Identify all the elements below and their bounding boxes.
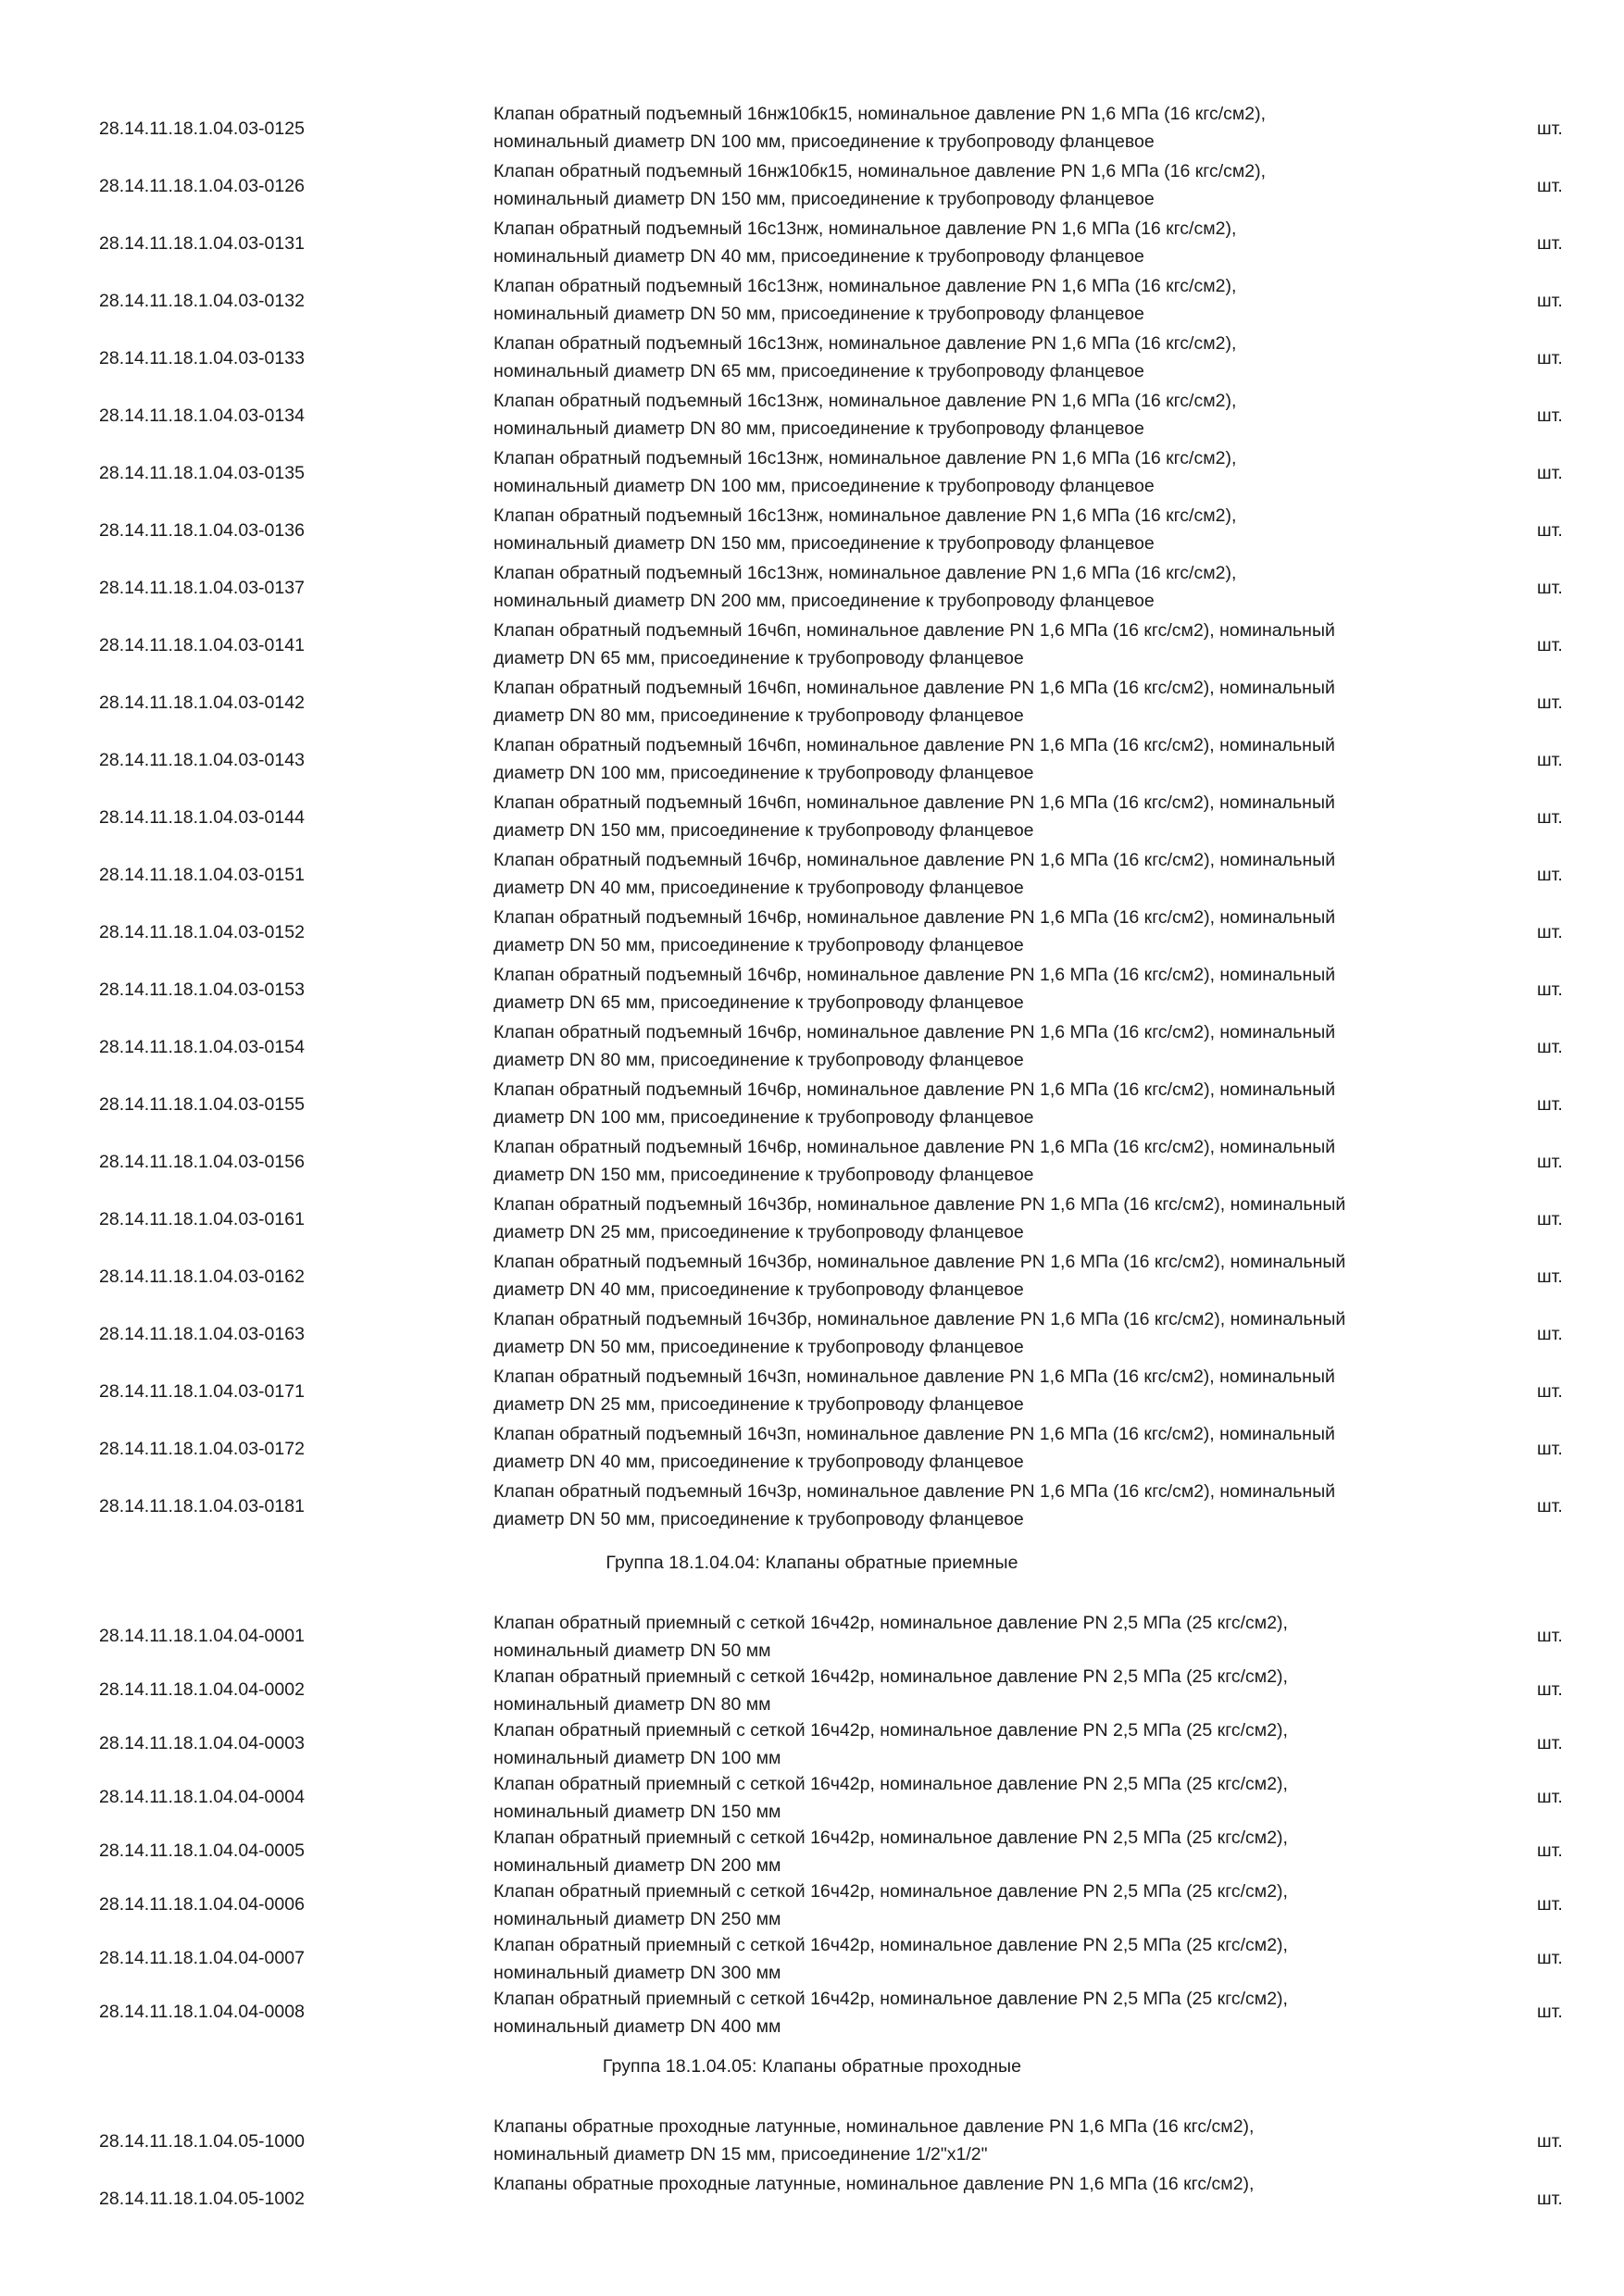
resource-code: 28.14.11.18.1.04.03-0154: [99, 1037, 305, 1057]
resource-name-line-1: Клапан обратный подъемный 16с13нж, номинальное давление PN 1,6 МПа (16 кгс/см2),: [493, 333, 1237, 354]
resource-name-line-2: диаметр DN 40 мм, присоединение к трубопроводу фланцевое: [493, 1452, 1024, 1472]
resource-name-line-1: Клапаны обратные проходные латунные, номинальное давление PN 1,6 МПа (16 кгс/см2),: [493, 2174, 1255, 2194]
resource-name: [493, 1248, 1493, 1304]
unit-of-measure: шт.: [1537, 463, 1563, 483]
resource-name-line-1: Клапан обратный подъемный 16ч6р, номинальное давление PN 1,6 МПа (16 кгс/см2), номинальный: [493, 1079, 1336, 1100]
resource-code: 28.14.11.18.1.04.03-0144: [99, 807, 305, 828]
unit-of-measure: шт.: [1537, 1324, 1563, 1344]
resource-name: [493, 100, 1493, 156]
resource-name-line-1: Клапан обратный подъемный 16ч3п, номинальное давление PN 1,6 МПа (16 кгс/см2), номинальный: [493, 1366, 1335, 1387]
resource-name: [493, 2113, 1493, 2168]
unit-of-measure: шт.: [1537, 2131, 1563, 2152]
resource-code: 28.14.11.18.1.04.03-0142: [99, 693, 305, 713]
unit-of-measure: шт.: [1537, 176, 1563, 196]
table-row: [0, 1018, 1624, 1076]
resource-name: [493, 330, 1493, 385]
resource-name-line-1: Клапан обратный приемный с сеткой 16ч42р, номинальное давление PN 2,5 МПа (25 кгс/см2),: [493, 1666, 1288, 1687]
table-row: [0, 1478, 1624, 1535]
resource-name-line-2: номинальный диаметр DN 100 мм, присоединение к трубопроводу фланцевое: [493, 476, 1155, 496]
unit-of-measure: шт.: [1537, 1841, 1563, 1861]
resource-name: [493, 731, 1493, 787]
resource-name-line-1: Клапан обратный подъемный 16с13нж, номинальное давление PN 1,6 МПа (16 кгс/см2),: [493, 218, 1237, 239]
resource-name: [493, 961, 1493, 1017]
resource-code: 28.14.11.18.1.04.03-0151: [99, 865, 305, 885]
resource-code: 28.14.11.18.1.04.03-0134: [99, 406, 305, 426]
resource-name-line-2: диаметр DN 65 мм, присоединение к трубопроводу фланцевое: [493, 992, 1024, 1013]
resource-name: [493, 1609, 1493, 1665]
resource-name-line-2: диаметр DN 25 мм, присоединение к трубопроводу фланцевое: [493, 1394, 1024, 1415]
resource-name-line-1: Клапан обратный подъемный 16с13нж, номинальное давление PN 1,6 МПа (16 кгс/см2),: [493, 505, 1237, 526]
section-2: [0, 2039, 1624, 2227]
resource-name: [493, 1133, 1493, 1189]
resource-name-line-2: номинальный диаметр DN 80 мм: [493, 1694, 771, 1715]
table-row: [0, 1716, 1624, 1770]
resource-name-line-1: Клапан обратный подъемный 16ч3бр, номинальное давление PN 1,6 МПа (16 кгс/см2), номинальный: [493, 1252, 1346, 1272]
section-1: [0, 1535, 1624, 2039]
resource-name-line-2: диаметр DN 50 мм, присоединение к трубопроводу фланцевое: [493, 935, 1024, 955]
resource-name-line-1: Клапан обратный приемный с сеткой 16ч42р, номинальное давление PN 2,5 МПа (25 кгс/см2),: [493, 1935, 1288, 1955]
group-header: [0, 1535, 1624, 1609]
resource-code: 28.14.11.18.1.04.04-0007: [99, 1948, 305, 1968]
resource-name-line-1: Клапан обратный подъемный 16с13нж, номинальное давление PN 1,6 МПа (16 кгс/см2),: [493, 276, 1237, 296]
table-row: [0, 272, 1624, 330]
group-header-title: Группа 18.1.04.05: Клапаны обратные проходные: [602, 2056, 1022, 2077]
resource-name-line-1: Клапан обратный подъемный 16ч6р, номинальное давление PN 1,6 МПа (16 кгс/см2), номинальный: [493, 1022, 1336, 1042]
table-row: [0, 444, 1624, 502]
resource-name: [493, 1931, 1493, 1987]
resource-name-line-2: диаметр DN 40 мм, присоединение к трубопроводу фланцевое: [493, 1279, 1024, 1300]
resource-name-line-1: Клапан обратный подъемный 16ч3бр, номинальное давление PN 1,6 МПа (16 кгс/см2), номинальный: [493, 1194, 1346, 1215]
unit-of-measure: шт.: [1537, 1496, 1563, 1516]
resource-name-line-2: номинальный диаметр DN 200 мм, присоединение к трубопроводу фланцевое: [493, 591, 1155, 611]
unit-of-measure: шт.: [1537, 1787, 1563, 1807]
resource-code: 28.14.11.18.1.04.04-0008: [99, 2002, 305, 2022]
resource-code: 28.14.11.18.1.04.03-0126: [99, 176, 305, 196]
unit-of-measure: шт.: [1537, 1733, 1563, 1753]
document-page: [0, 100, 1624, 2227]
resource-name-line-2: [493, 2198, 1493, 2226]
unit-of-measure: шт.: [1537, 520, 1563, 541]
resource-name-line-1: Клапан обратный подъемный 16ч3бр, номинальное давление PN 1,6 МПа (16 кгс/см2), номинальный: [493, 1309, 1346, 1329]
table-row: [0, 1609, 1624, 1663]
unit-of-measure: шт.: [1537, 1381, 1563, 1402]
resource-name-line-1: Клапаны обратные проходные латунные, номинальное давление PN 1,6 МПа (16 кгс/см2),: [493, 2116, 1255, 2137]
resource-name: [493, 1191, 1493, 1246]
table-row: [0, 617, 1624, 674]
table-row: [0, 961, 1624, 1018]
resource-name-line-2: номинальный диаметр DN 50 мм, присоединение к трубопроводу фланцевое: [493, 304, 1144, 324]
table-row: [0, 2113, 1624, 2170]
table-row: [0, 387, 1624, 444]
resource-name: [493, 1878, 1493, 1933]
table-row: [0, 559, 1624, 617]
resource-code: 28.14.11.18.1.04.04-0006: [99, 1894, 305, 1915]
resource-name-line-2: диаметр DN 80 мм, присоединение к трубопроводу фланцевое: [493, 705, 1024, 726]
unit-of-measure: шт.: [1537, 119, 1563, 139]
table-row: [0, 1878, 1624, 1931]
resource-name: [493, 502, 1493, 557]
resource-code: 28.14.11.18.1.04.03-0172: [99, 1439, 305, 1459]
resource-name-line-1: Клапан обратный подъемный 16с13нж, номинальное давление PN 1,6 МПа (16 кгс/см2),: [493, 448, 1237, 468]
resource-name: [493, 1420, 1493, 1476]
resource-name: [493, 1478, 1493, 1533]
resource-name-line-2: номинальный диаметр DN 100 мм, присоединение к трубопроводу фланцевое: [493, 131, 1155, 152]
resource-name: [493, 1985, 1493, 2040]
resource-code: 28.14.11.18.1.04.03-0162: [99, 1267, 305, 1287]
resource-name-line-1: Клапан обратный подъемный 16нж10бк15, номинальное давление PN 1,6 МПа (16 кгс/см2),: [493, 161, 1267, 181]
resource-name-line-1: Клапан обратный подъемный 16ч3р, номинальное давление PN 1,6 МПа (16 кгс/см2), номинальный: [493, 1481, 1336, 1502]
resource-code: 28.14.11.18.1.04.04-0005: [99, 1841, 305, 1861]
resource-name-line-2: номинальный диаметр DN 250 мм: [493, 1909, 781, 1929]
resource-name-line-1: Клапан обратный подъемный 16ч6п, номинальное давление PN 1,6 МПа (16 кгс/см2), номинальный: [493, 620, 1335, 641]
resource-code: 28.14.11.18.1.04.03-0125: [99, 119, 305, 139]
section-0: [0, 100, 1624, 1535]
table-row: [0, 1985, 1624, 2039]
resource-name-line-2: номинальный диаметр DN 80 мм, присоединение к трубопроводу фланцевое: [493, 418, 1144, 439]
resource-code: 28.14.11.18.1.04.03-0155: [99, 1094, 305, 1115]
resource-name: [493, 272, 1493, 328]
resource-code: 28.14.11.18.1.04.03-0143: [99, 750, 305, 770]
resource-name: [493, 1018, 1493, 1074]
resource-code: 28.14.11.18.1.04.05-1002: [99, 2189, 305, 2209]
table-row: [0, 1305, 1624, 1363]
resource-name: [493, 1663, 1493, 1718]
resource-name: [493, 215, 1493, 270]
resource-name-line-1: Клапан обратный подъемный 16нж10бк15, номинальное давление PN 1,6 МПа (16 кгс/см2),: [493, 104, 1267, 124]
resource-name-line-1: Клапан обратный подъемный 16ч6р, номинальное давление PN 1,6 МПа (16 кгс/см2), номинальный: [493, 907, 1336, 928]
resource-code: 28.14.11.18.1.04.03-0135: [99, 463, 305, 483]
resource-code: 28.14.11.18.1.04.03-0141: [99, 635, 305, 655]
resource-name-line-2: номинальный диаметр DN 40 мм, присоединение к трубопроводу фланцевое: [493, 246, 1144, 267]
unit-of-measure: шт.: [1537, 1267, 1563, 1287]
table-row: [0, 1248, 1624, 1305]
resource-name-line-1: Клапан обратный приемный с сеткой 16ч42р, номинальное давление PN 2,5 МПа (25 кгс/см2),: [493, 1720, 1288, 1741]
group-header: [0, 2039, 1624, 2113]
table-row: [0, 502, 1624, 559]
resource-name-line-2: номинальный диаметр DN 65 мм, присоединение к трубопроводу фланцевое: [493, 361, 1144, 381]
unit-of-measure: шт.: [1537, 1037, 1563, 1057]
resource-name-line-2: диаметр DN 150 мм, присоединение к трубопроводу фланцевое: [493, 1165, 1034, 1185]
table-row: [0, 731, 1624, 789]
unit-of-measure: шт.: [1537, 865, 1563, 885]
unit-of-measure: шт.: [1537, 1894, 1563, 1915]
resource-code: 28.14.11.18.1.04.04-0001: [99, 1626, 305, 1646]
resource-name: [493, 846, 1493, 902]
unit-of-measure: шт.: [1537, 693, 1563, 713]
table-row: [0, 2170, 1624, 2227]
resource-code: 28.14.11.18.1.04.04-0004: [99, 1787, 305, 1807]
resource-name-line-1: Клапан обратный подъемный 16ч6п, номинальное давление PN 1,6 МПа (16 кгс/см2), номинальный: [493, 792, 1335, 813]
resource-name-line-2: номинальный диаметр DN 150 мм, присоединение к трубопроводу фланцевое: [493, 533, 1155, 554]
resource-name: [493, 1363, 1493, 1418]
resource-code: 28.14.11.18.1.04.03-0152: [99, 922, 305, 942]
resource-name-line-2: номинальный диаметр DN 15 мм, присоединение 1/2"х1/2": [493, 2144, 988, 2165]
unit-of-measure: шт.: [1537, 1626, 1563, 1646]
table-row: [0, 674, 1624, 731]
resource-name-line-2: диаметр DN 40 мм, присоединение к трубопроводу фланцевое: [493, 878, 1024, 898]
resource-name: [493, 1305, 1493, 1361]
resource-name: [493, 2170, 1493, 2226]
resource-name-line-2: диаметр DN 150 мм, присоединение к трубопроводу фланцевое: [493, 820, 1034, 841]
table-row: [0, 1420, 1624, 1478]
unit-of-measure: шт.: [1537, 1152, 1563, 1172]
resource-name: [493, 157, 1493, 213]
unit-of-measure: шт.: [1537, 980, 1563, 1000]
unit-of-measure: шт.: [1537, 2002, 1563, 2022]
table-row: [0, 1663, 1624, 1716]
table-row: [0, 789, 1624, 846]
resource-name-line-2: диаметр DN 50 мм, присоединение к трубопроводу фланцевое: [493, 1337, 1024, 1357]
resource-name-line-2: номинальный диаметр DN 50 мм: [493, 1641, 771, 1661]
table-row: [0, 1363, 1624, 1420]
resource-name-line-2: диаметр DN 50 мм, присоединение к трубопроводу фланцевое: [493, 1509, 1024, 1529]
resource-name: [493, 617, 1493, 672]
resource-name-line-2: номинальный диаметр DN 150 мм, присоединение к трубопроводу фланцевое: [493, 189, 1155, 209]
resource-code: 28.14.11.18.1.04.03-0161: [99, 1209, 305, 1229]
unit-of-measure: шт.: [1537, 2189, 1563, 2209]
resource-name: [493, 789, 1493, 844]
resource-name: [493, 444, 1493, 500]
unit-of-measure: шт.: [1537, 750, 1563, 770]
resource-code: 28.14.11.18.1.04.03-0156: [99, 1152, 305, 1172]
resource-name-line-1: Клапан обратный подъемный 16ч6р, номинальное давление PN 1,6 МПа (16 кгс/см2), номинальный: [493, 965, 1336, 985]
resource-name-line-2: диаметр DN 100 мм, присоединение к трубопроводу фланцевое: [493, 763, 1034, 783]
unit-of-measure: шт.: [1537, 1679, 1563, 1700]
resource-name: [493, 674, 1493, 730]
unit-of-measure: шт.: [1537, 1948, 1563, 1968]
resource-code: 28.14.11.18.1.04.03-0133: [99, 348, 305, 368]
table-row: [0, 1076, 1624, 1133]
unit-of-measure: шт.: [1537, 1094, 1563, 1115]
unit-of-measure: шт.: [1537, 291, 1563, 311]
resource-code: 28.14.11.18.1.04.05-1000: [99, 2131, 305, 2152]
resource-name-line-1: Клапан обратный приемный с сеткой 16ч42р, номинальное давление PN 2,5 МПа (25 кгс/см2),: [493, 1774, 1288, 1794]
table-row: [0, 846, 1624, 904]
resource-name-line-2: номинальный диаметр DN 200 мм: [493, 1855, 781, 1876]
resource-name-line-1: Клапан обратный подъемный 16ч6р, номинальное давление PN 1,6 МПа (16 кгс/см2), номинальный: [493, 850, 1336, 870]
group-header-title: Группа 18.1.04.04: Клапаны обратные приемные: [606, 1553, 1018, 1573]
resource-name-line-1: Клапан обратный подъемный 16ч3п, номинальное давление PN 1,6 МПа (16 кгс/см2), номинальный: [493, 1424, 1335, 1444]
resource-name-line-1: Клапан обратный приемный с сеткой 16ч42р, номинальное давление PN 2,5 МПа (25 кгс/см2),: [493, 1613, 1288, 1633]
table-row: [0, 100, 1624, 157]
resource-code: 28.14.11.18.1.04.03-0136: [99, 520, 305, 541]
resource-name-line-2: диаметр DN 25 мм, присоединение к трубопроводу фланцевое: [493, 1222, 1024, 1242]
resource-name-line-2: диаметр DN 80 мм, присоединение к трубопроводу фланцевое: [493, 1050, 1024, 1070]
resource-code: 28.14.11.18.1.04.03-0137: [99, 578, 305, 598]
resource-name: [493, 1076, 1493, 1131]
unit-of-measure: шт.: [1537, 635, 1563, 655]
table-row: [0, 1931, 1624, 1985]
resource-code: 28.14.11.18.1.04.03-0171: [99, 1381, 305, 1402]
resource-code: 28.14.11.18.1.04.03-0163: [99, 1324, 305, 1344]
unit-of-measure: шт.: [1537, 578, 1563, 598]
unit-of-measure: шт.: [1537, 922, 1563, 942]
resource-name-line-1: Клапан обратный подъемный 16ч6п, номинальное давление PN 1,6 МПа (16 кгс/см2), номинальный: [493, 678, 1335, 698]
resource-name-line-1: Клапан обратный подъемный 16с13нж, номинальное давление PN 1,6 МПа (16 кгс/см2),: [493, 563, 1237, 583]
table-row: [0, 1133, 1624, 1191]
resource-name-line-1: Клапан обратный приемный с сеткой 16ч42р, номинальное давление PN 2,5 МПа (25 кгс/см2),: [493, 1989, 1288, 2009]
table-row: [0, 1770, 1624, 1824]
table-row: [0, 904, 1624, 961]
resource-code: 28.14.11.18.1.04.04-0002: [99, 1679, 305, 1700]
table-row: [0, 1824, 1624, 1878]
table-row: [0, 215, 1624, 272]
unit-of-measure: шт.: [1537, 406, 1563, 426]
resource-name-line-1: Клапан обратный приемный с сеткой 16ч42р, номинальное давление PN 2,5 МПа (25 кгс/см2),: [493, 1881, 1288, 1902]
resource-name-line-2: диаметр DN 65 мм, присоединение к трубопроводу фланцевое: [493, 648, 1024, 668]
resource-name: [493, 387, 1493, 443]
resource-name: [493, 1770, 1493, 1826]
resource-code: 28.14.11.18.1.04.03-0131: [99, 233, 305, 254]
resource-code: 28.14.11.18.1.04.03-0181: [99, 1496, 305, 1516]
unit-of-measure: шт.: [1537, 348, 1563, 368]
unit-of-measure: шт.: [1537, 233, 1563, 254]
table-row: [0, 157, 1624, 215]
resource-code: 28.14.11.18.1.04.03-0153: [99, 980, 305, 1000]
resource-name-line-1: Клапан обратный подъемный 16с13нж, номинальное давление PN 1,6 МПа (16 кгс/см2),: [493, 391, 1237, 411]
resource-name: [493, 559, 1493, 615]
resource-name: [493, 1824, 1493, 1879]
resource-name-line-1: Клапан обратный приемный с сеткой 16ч42р, номинальное давление PN 2,5 МПа (25 кгс/см2),: [493, 1828, 1288, 1848]
resource-name-line-2: диаметр DN 100 мм, присоединение к трубопроводу фланцевое: [493, 1107, 1034, 1128]
unit-of-measure: шт.: [1537, 1439, 1563, 1459]
resource-name-line-1: Клапан обратный подъемный 16ч6п, номинальное давление PN 1,6 МПа (16 кгс/см2), номинальный: [493, 735, 1335, 755]
resource-name-line-2: номинальный диаметр DN 150 мм: [493, 1802, 781, 1822]
resource-name-line-2: номинальный диаметр DN 300 мм: [493, 1963, 781, 1983]
resource-name-line-2: номинальный диаметр DN 400 мм: [493, 2016, 781, 2037]
resource-name: [493, 1716, 1493, 1772]
table-row: [0, 1191, 1624, 1248]
unit-of-measure: шт.: [1537, 807, 1563, 828]
resource-name-line-1: Клапан обратный подъемный 16ч6р, номинальное давление PN 1,6 МПа (16 кгс/см2), номинальный: [493, 1137, 1336, 1157]
unit-of-measure: шт.: [1537, 1209, 1563, 1229]
resource-name-line-2: номинальный диаметр DN 100 мм: [493, 1748, 781, 1768]
resource-code: 28.14.11.18.1.04.03-0132: [99, 291, 305, 311]
table-row: [0, 330, 1624, 387]
resource-name: [493, 904, 1493, 959]
resource-code: 28.14.11.18.1.04.04-0003: [99, 1733, 305, 1753]
